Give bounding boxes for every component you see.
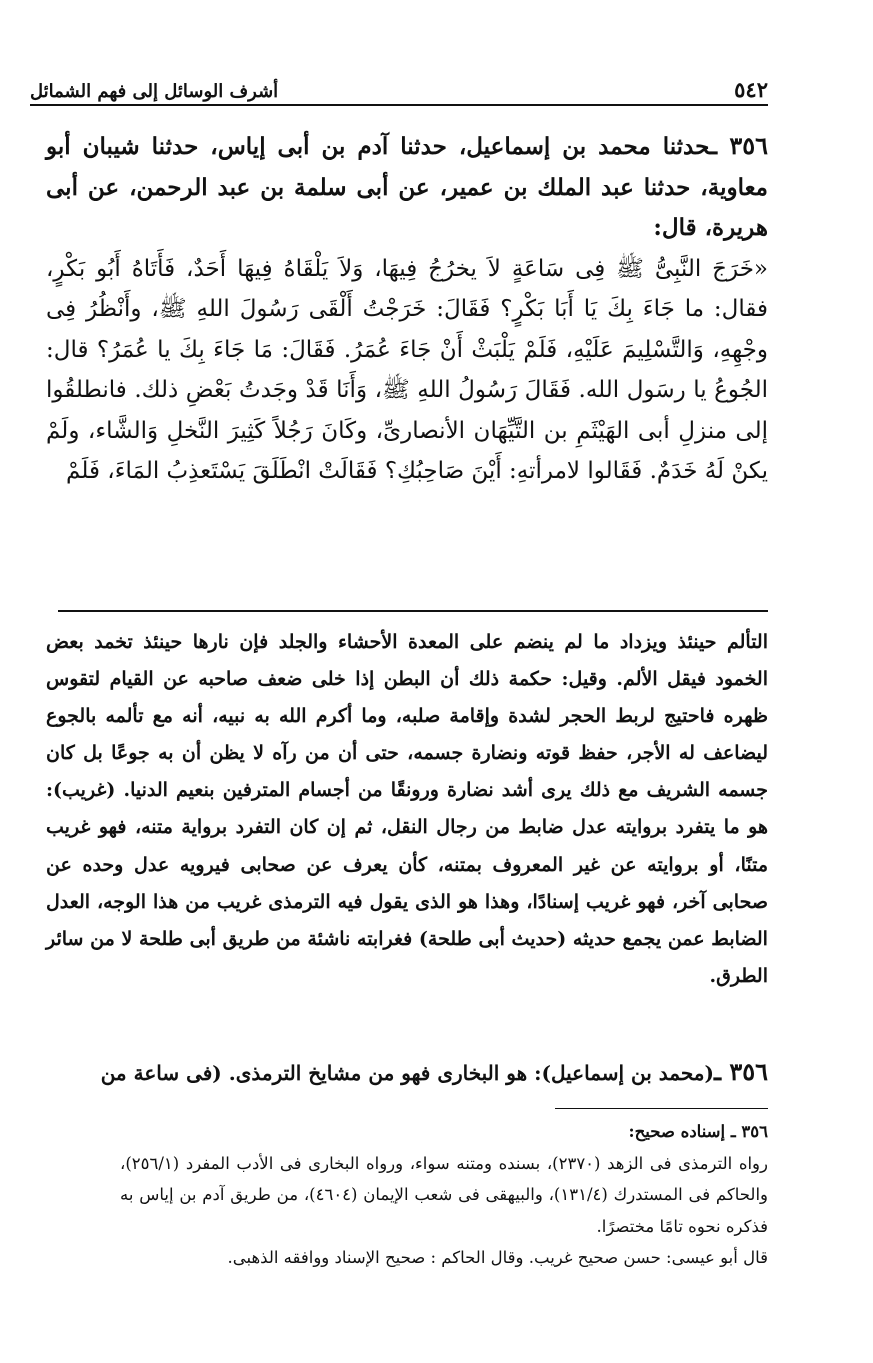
hadith-isnad: حدثنا محمد بن إسماعيل، حدثنا آدم بن أبى إياس، حدثنا شيبان أبو معاوية، حدثنا عبد الملك بن عمير، عن أبى سلمة بن عبد الرحمن، عن أبى هريرة، قال: xyxy=(46,133,768,241)
hadith-main-text xyxy=(46,126,768,492)
commentary-block xyxy=(46,624,768,995)
footnote-rule xyxy=(555,1108,768,1109)
hadith-number: ٣٥٦ ـ xyxy=(709,131,768,160)
commentary-356-text: : هو البخارى فهو من مشايخ الترمذى. xyxy=(228,1061,542,1085)
gharib-text: : هو ما يتفرد بروايته عدل ضابط من رجال النقل، ثم إن كان التفرد برواية متنه، فهو غريب متنًا، أو بروايته عن غير المعروف بمتنه، كأن يعرف عن صحابى فيرويه عدل وحده عن صحابى آخر، فهو غريب إسنادًا، وهذا هو الذى يقول فيه الترمذى غريب من هذا الوجه، العدل الضابط عمن يجمع حديثه xyxy=(46,779,768,950)
hadith-matn: «خَرَجَ النَّبِىُّ ﷺ فِى سَاعَةٍ لاَ يخرُجُ فِيهَا، وَلاَ يَلْقَاهُ فِيهَا أَحَدٌ، فَأَتَاهُ أَبُو بَكْرٍ، فقال: ما جَاءَ بِكَ يَا أَبَا بَكْرٍ؟ فَقَالَ: خَرَجْتُ أَلْقَى رَسُولَ اللهِ ﷺ، وأَنْظُرُ فِى وجْهِهِ، وَالتَّسْلِيمَ عَلَيْهِ، فَلَمْ يَلْبَثْ أَنْ جَاءَ عُمَرُ. فَقَالَ: مَا جَاءَ بِكَ يا عُمَرُ؟ قال: الجُوعُ يا رسَول الله. فَقَالَ رَسُولُ اللهِ ﷺ، وَأَنَا قَدْ وجَدتُ بَعْضِ ذلك. فانطلقُوا إلى منزلِ أبى الهَيْثَمِ بن التَّيِّهَان الأنصارىِّ، وكَانَ رَجُلاً كَثِيرَ النَّخلِ وَالشَّاء، ولَمْ يكنْ لَهُ خَدَمٌ. فَقَالوا لامرأتهِ: أَيْنَ صَاحِبُكِ؟ فَقَالَتْ انْطَلَقَ يَسْتَعذِبُ المَاءَ، فَلَمْ xyxy=(46,255,768,484)
commentary-356-label: (محمد بن إسماعيل) xyxy=(541,1061,714,1085)
footnote-line-1: رواه الترمذى فى الزهد (٢٣٧٠)، بسنده ومتنه سواء، ورواه البخارى فى الأدب المفرد (٢٥٦/١)، والحاكم فى المستدرك (١٣١/٤)، والبيهقى فى شعب الإيمان (٤٦٠٤)، من طريق آدم بن إياس به فذكره نحوه تامًا مختصرًا. xyxy=(120,1153,768,1236)
commentary-356-tail: (فى ساعة من xyxy=(100,1061,222,1085)
footnote-line-2: قال أبو عيسى: حسن صحيح غريب. وقال الحاكم : صحيح الإسناد ووافقه الذهبى. xyxy=(227,1248,768,1268)
page-header xyxy=(30,72,768,102)
talha-label: (حديث أبى طلحة) xyxy=(418,927,567,950)
hadith-isnad-paragraph xyxy=(46,126,768,249)
text-commentary-divider xyxy=(58,610,768,612)
footnote-block xyxy=(120,1116,768,1274)
commentary-356-line xyxy=(46,1055,768,1090)
commentary-356 xyxy=(46,1055,768,1090)
footnote-heading: ٣٥٦ ـ إسناده صحيح: xyxy=(628,1122,768,1141)
talha-text: فغرابته ناشئة من طريق أبى طلحة لا من سائر الطرق. xyxy=(46,927,768,987)
page-number: ٥٤٢ xyxy=(734,77,768,102)
running-title: أشرف الوسائل إلى فهم الشمائل xyxy=(30,81,279,102)
gharib-label: (غريب) xyxy=(53,779,116,802)
header-rule xyxy=(30,104,768,106)
commentary-text: التألم حينئذ ويزداد ما لم ينضم على المعدة الأحشاء والجلد فإن نارها حينئذ تخمد بعض الخمود فيقل الألم. وقيل: حكمة ذلك أن البطن إذا خلى ضعف صاحبه عن القيام لتقوس ظهره فاحتيج لربط الحجر لشدة وإقامة صلبه، وما أكرم الله به نبيه، أنه مع تألمه بالجوع ليضاعف له الأجر، حفظ قوته ونضارة جسمه، حتى أن من رآه لا يظن أن به جوعًا بل كان جسمه الشريف مع ذلك يرى أشد نضارة ورونقًا من أجسام المترفين بنعيم الدنيا. xyxy=(46,631,768,802)
commentary-356-number: ٣٥٦ ـ xyxy=(713,1057,768,1086)
commentary-paragraph xyxy=(46,624,768,995)
